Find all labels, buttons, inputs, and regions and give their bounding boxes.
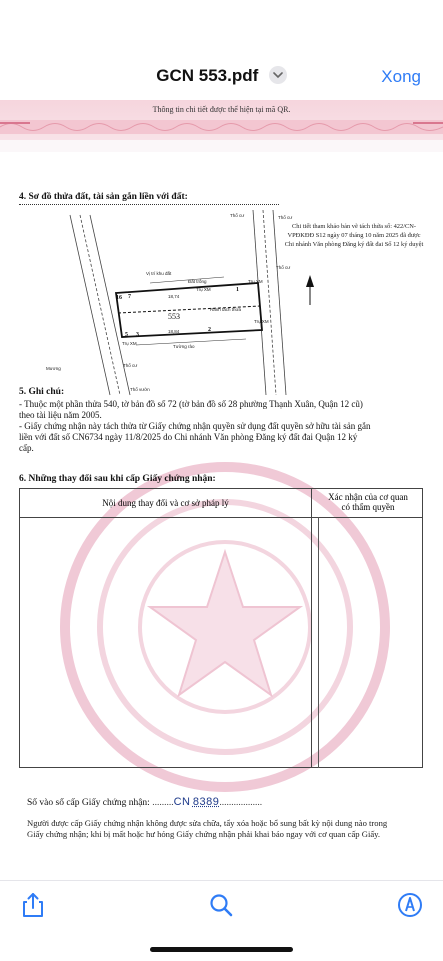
col-content-body bbox=[20, 489, 312, 767]
point-1: 1 bbox=[236, 287, 239, 293]
serial-line bbox=[27, 796, 262, 808]
note-line-1: - Thuộc một phần thửa 540, tờ bản đồ số 72 (tờ bản đồ số 28 phường Thạnh Xuân, Quận 12 cũ) bbox=[19, 399, 363, 409]
tru-xm-4: Trụ XM bbox=[122, 341, 137, 346]
section-4-heading: 4. Sơ đồ thửa đất, tài sản gắn liền với đất: bbox=[19, 192, 188, 202]
parcel-map bbox=[18, 205, 318, 400]
decorative-pattern bbox=[0, 120, 443, 134]
col-confirm-line-2: có thẩm quyền bbox=[341, 502, 395, 512]
serial-label: Số vào sổ cấp Giấy chứng nhận: bbox=[27, 798, 150, 808]
warning-text bbox=[27, 818, 422, 840]
point-2: 2 bbox=[208, 327, 211, 333]
section-5-heading: 5. Ghi chú: bbox=[19, 387, 65, 397]
document-title: GCN 553.pdf bbox=[156, 66, 259, 85]
ranh-tach-thua-label: Ranh tách thửa bbox=[210, 307, 242, 312]
chevron-down-icon[interactable] bbox=[269, 66, 287, 84]
serial-prefix: CN bbox=[173, 796, 191, 808]
note-line-4: liền với đất số CN6734 ngày 11/8/2025 do Chi nhánh Văn phòng Đăng ký đất đai Quận 12 ký bbox=[19, 432, 358, 442]
col-content-header: Nội dung thay đổi và cơ sở pháp lý bbox=[102, 498, 229, 508]
tho-vuon-label: Thổ vườn bbox=[130, 387, 150, 392]
serial-value: 8389 bbox=[192, 796, 220, 808]
bottom-toolbar bbox=[0, 880, 443, 961]
tho-cu-label-2: Thổ cư bbox=[278, 215, 293, 220]
tru-xm-3: Trụ XM bbox=[254, 319, 269, 324]
tru-xm-1: Trụ XM bbox=[196, 287, 211, 292]
point-7: 7 bbox=[128, 294, 131, 300]
header-band bbox=[0, 100, 443, 140]
note-line-3: - Giấy chứng nhận này tách thửa từ Giấy chứng nhận quyền sử dụng đất quyền sở hữu tài sản gắn bbox=[19, 421, 371, 431]
dat-trong-label: Đất trống bbox=[188, 279, 207, 284]
tho-cu-label-1: Thổ cư bbox=[230, 213, 245, 218]
title-area[interactable] bbox=[0, 66, 443, 86]
point-5: 5 bbox=[125, 332, 128, 338]
point-16: 16 bbox=[116, 295, 122, 301]
home-indicator bbox=[150, 947, 293, 952]
parcel-number: 553 bbox=[168, 312, 180, 321]
tuong-rao-label: Tường rào bbox=[173, 344, 195, 349]
muong-label: Mương bbox=[46, 366, 61, 371]
markup-icon[interactable] bbox=[396, 891, 424, 919]
dim-bottom: 18,84 bbox=[168, 329, 180, 334]
changes-table bbox=[19, 488, 423, 768]
point-3: 3 bbox=[136, 332, 139, 338]
col-confirm-line-1: Xác nhận của cơ quan bbox=[328, 492, 408, 502]
top-nav-bar bbox=[0, 0, 443, 100]
map-reference-note: Chi tiết tham khảo bản vẽ tách thửa số: 422/CN-VPĐKĐĐ S12 ngày 07 tháng 10 năm 2025 đã được Chi nhánh Văn phòng Đăng ký đất đai Số 12 ký duyệt bbox=[284, 223, 424, 248]
vi-tri-label: Vị trí khu đất bbox=[146, 271, 172, 276]
tru-xm-2: Trụ XM bbox=[248, 279, 263, 284]
section-6-heading: 6. Những thay đổi sau khi cấp Giấy chứng nhận: bbox=[19, 474, 216, 484]
search-icon[interactable] bbox=[207, 891, 235, 919]
note-line-5: cấp. bbox=[19, 443, 34, 453]
pdf-page[interactable] bbox=[0, 100, 443, 880]
share-icon[interactable] bbox=[19, 891, 47, 919]
col-confirm-header bbox=[312, 492, 424, 512]
warning-line-1: Người được cấp Giấy chứng nhận không được sửa chữa, tẩy xóa hoặc bổ sung bất kỳ nội dung nào trong bbox=[27, 818, 388, 828]
col-confirm-inner-line bbox=[318, 517, 320, 768]
dim-top: 18,74 bbox=[168, 294, 180, 299]
tho-cu-label-3: Thổ cư bbox=[276, 265, 291, 270]
tho-cu-label-4: Thổ cư bbox=[123, 363, 138, 368]
serial-dots-trailing: .................. bbox=[219, 798, 263, 808]
note-line-2: theo tài liệu năm 2005. bbox=[19, 410, 102, 420]
qr-info-text: Thông tin chi tiết được thể hiện tại mã QR. bbox=[152, 105, 291, 114]
warning-line-2: Giấy chứng nhận; khi bị mất hoặc hư hỏng Giấy chứng nhận phải khai báo ngay với cơ quan cấp Giấy. bbox=[27, 829, 381, 839]
done-button[interactable]: Xong bbox=[381, 67, 421, 86]
serial-dots: ......... bbox=[152, 798, 174, 808]
